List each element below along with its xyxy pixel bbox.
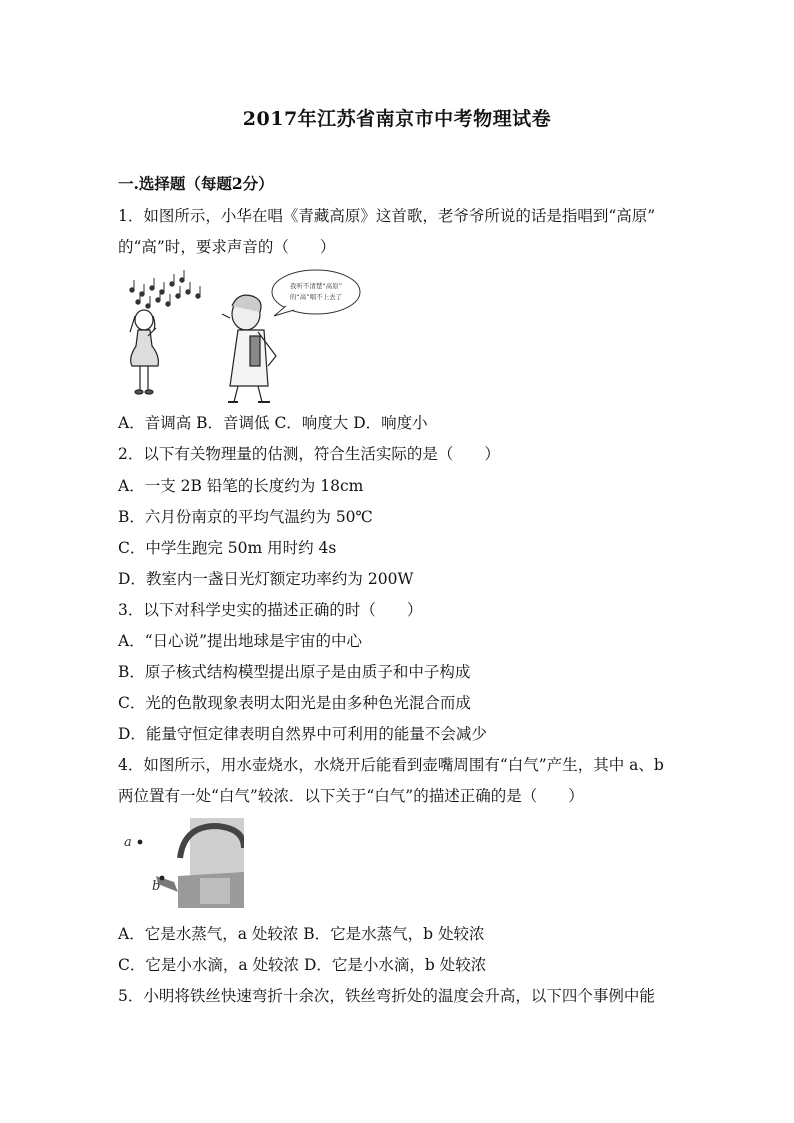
speech-bubble — [272, 270, 360, 316]
q1-stem-line1: 1．如图所示，小华在唱《青藏高原》这首歌，老爷爷所说的话是指唱到“高原” — [118, 207, 656, 225]
q1-figure-singing — [118, 266, 363, 406]
section-heading: 一.选择题（每题2分） — [118, 174, 274, 193]
q4-stem-line1: 4．如图所示，用水壶烧水，水烧开后能看到壶嘴周围有“白气”产生，其中 a、b — [118, 756, 664, 774]
music-notes-icon — [130, 270, 200, 308]
q5-stem-line1: 5．小明将铁丝快速弯折十余次，铁丝弯折处的温度会升高，以下四个事例中能 — [118, 987, 655, 1005]
q4-figure-kettle — [120, 818, 244, 908]
q2-stem: 2．以下有关物理量的估测，符合生活实际的是（ ） — [118, 445, 500, 463]
q2-option-d: D．教室内一盏日光灯额定功率约为 200W — [118, 570, 414, 588]
bubble-text-line1: 我听不清楚“高原” — [289, 282, 343, 290]
q4-stem-line2: 两位置有一处“白气”较浓．以下关于“白气”的描述正确的是（ ） — [118, 787, 584, 805]
old-man-figure — [222, 295, 276, 402]
q3-option-c: C．光的色散现象表明太阳光是由多种色光混合而成 — [118, 694, 471, 712]
point-b-icon — [160, 876, 165, 881]
girl-figure — [130, 310, 158, 394]
label-a: a — [124, 835, 132, 850]
bubble-text-line2: 的“高”唱不上去了 — [289, 293, 343, 301]
point-a-icon — [138, 840, 143, 845]
q4-options-line1: A．它是水蒸气，a 处较浓 B．它是水蒸气，b 处较浓 — [118, 925, 485, 943]
q4-options-line2: C．它是小水滴，a 处较浓 D．它是小水滴，b 处较浓 — [118, 956, 487, 974]
q2-option-a: A．一支 2B 铅笔的长度约为 18cm — [118, 477, 364, 495]
page-title: 2017年江苏省南京市中考物理试卷 — [242, 108, 552, 130]
q1-stem-line2: 的“高”时，要求声音的（ ） — [118, 238, 336, 256]
q2-option-b: B．六月份南京的平均气温约为 50℃ — [118, 508, 373, 526]
label-b: b — [152, 879, 161, 894]
q3-option-b: B．原子核式结构模型提出原子是由质子和中子构成 — [118, 663, 471, 681]
q3-option-d: D．能量守恒定律表明自然界中可利用的能量不会减少 — [118, 725, 487, 743]
q1-options: A．音调高 B．音调低 C．响度大 D．响度小 — [118, 414, 428, 432]
q3-stem: 3．以下对科学史实的描述正确的时（ ） — [118, 601, 423, 619]
q2-option-c: C．中学生跑完 50m 用时约 4s — [118, 539, 337, 557]
q3-option-a: A．“日心说”提出地球是宇宙的中心 — [118, 632, 363, 650]
